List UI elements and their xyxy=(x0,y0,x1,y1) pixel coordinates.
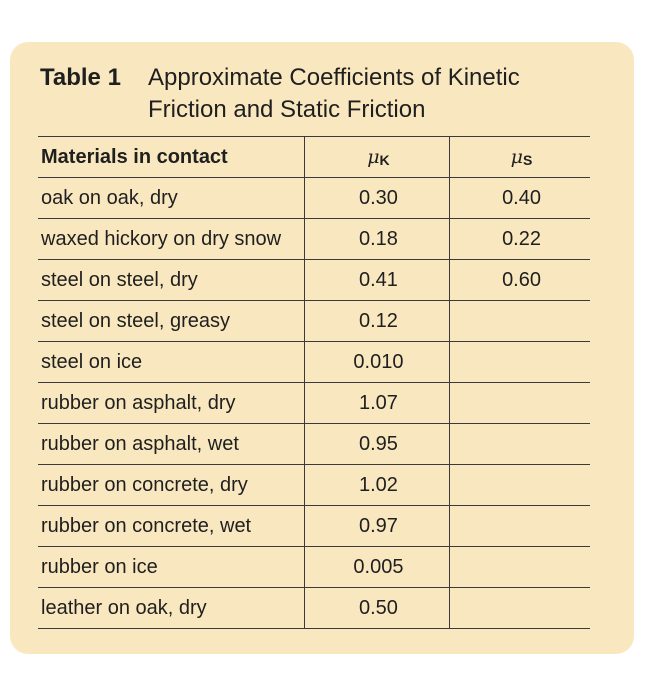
mu-k-cell: 0.41 xyxy=(304,260,449,301)
table-row xyxy=(38,588,590,629)
table-row xyxy=(38,383,590,424)
mu-s-symbol: μ xyxy=(510,145,524,168)
table-title: Approximate Coefficients of Kinetic Friction and Static Friction xyxy=(148,64,520,123)
mu-k-cell: 0.010 xyxy=(304,342,449,383)
materials-cell: waxed hickory on dry snow xyxy=(38,219,304,260)
table-row xyxy=(38,424,590,465)
mu-s-cell xyxy=(450,383,590,424)
mu-k-cell: 0.005 xyxy=(304,547,449,588)
mu-k-subscript: K xyxy=(379,151,390,168)
materials-cell: rubber on concrete, dry xyxy=(38,465,304,506)
table-row xyxy=(38,219,590,260)
header-row xyxy=(38,137,590,178)
header-kinetic xyxy=(304,137,449,178)
table-row xyxy=(38,465,590,506)
materials-cell: steel on steel, greasy xyxy=(38,301,304,342)
materials-cell: rubber on asphalt, wet xyxy=(38,424,304,465)
materials-cell: rubber on asphalt, dry xyxy=(38,383,304,424)
table-row xyxy=(38,178,590,219)
mu-s-cell xyxy=(450,301,590,342)
mu-s-cell xyxy=(450,547,590,588)
table-caption xyxy=(40,62,600,126)
materials-cell: rubber on ice xyxy=(38,547,304,588)
mu-k-cell: 1.07 xyxy=(304,383,449,424)
mu-k-cell: 0.95 xyxy=(304,424,449,465)
materials-cell: rubber on concrete, wet xyxy=(38,506,304,547)
mu-k-cell: 0.30 xyxy=(304,178,449,219)
mu-k-cell: 1.02 xyxy=(304,465,449,506)
mu-s-cell xyxy=(450,588,590,629)
table-row xyxy=(38,506,590,547)
mu-k-cell: 0.50 xyxy=(304,588,449,629)
friction-table xyxy=(38,136,590,629)
mu-s-cell: 0.22 xyxy=(450,219,590,260)
header-materials: Materials in contact xyxy=(38,137,304,178)
table-row xyxy=(38,301,590,342)
mu-k-symbol: μ xyxy=(367,145,380,168)
mu-s-subscript: S xyxy=(523,151,533,168)
table-number: Table 1 xyxy=(40,64,121,91)
mu-k-cell: 0.97 xyxy=(304,506,449,547)
table-row xyxy=(38,547,590,588)
header-static xyxy=(450,137,590,178)
materials-cell: steel on steel, dry xyxy=(38,260,304,301)
materials-cell: leather on oak, dry xyxy=(38,588,304,629)
mu-k-cell: 0.12 xyxy=(304,301,449,342)
mu-s-cell xyxy=(450,424,590,465)
mu-s-cell: 0.60 xyxy=(450,260,590,301)
table-row xyxy=(38,260,590,301)
materials-cell: oak on oak, dry xyxy=(38,178,304,219)
mu-s-cell xyxy=(450,465,590,506)
materials-cell: steel on ice xyxy=(38,342,304,383)
mu-s-cell xyxy=(450,342,590,383)
table-row xyxy=(38,342,590,383)
mu-s-cell: 0.40 xyxy=(450,178,590,219)
mu-s-cell xyxy=(450,506,590,547)
mu-k-cell: 0.18 xyxy=(304,219,449,260)
